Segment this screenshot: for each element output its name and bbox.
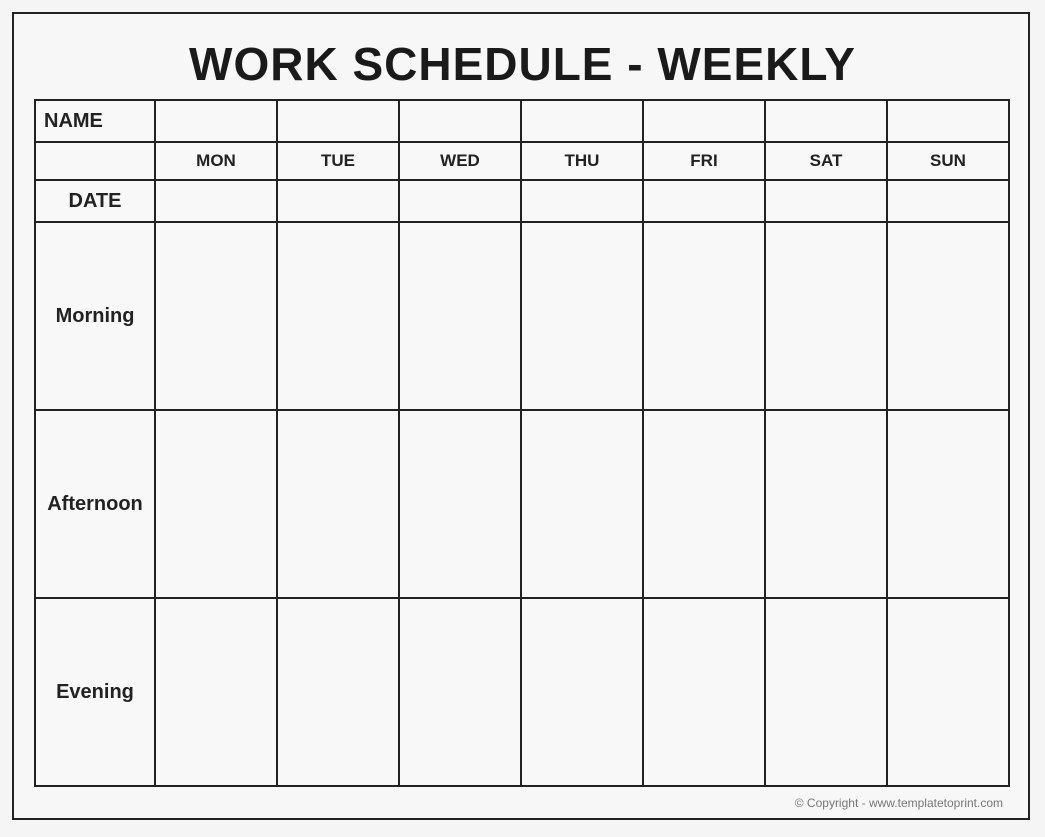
morning-cell-thu[interactable] (521, 222, 643, 410)
date-label: DATE (35, 180, 155, 222)
evening-row (35, 598, 1009, 786)
date-cell-tue[interactable] (277, 180, 399, 222)
evening-cell-thu[interactable] (521, 598, 643, 786)
copyright-notice: © Copyright - www.templatetoprint.com (794, 796, 1003, 810)
name-label: NAME (35, 100, 155, 142)
evening-cell-mon[interactable] (155, 598, 277, 786)
date-cell-wed[interactable] (399, 180, 521, 222)
morning-cell-sat[interactable] (765, 222, 887, 410)
page-title: WORK SCHEDULE - WEEKLY (189, 38, 856, 90)
date-cell-fri[interactable] (643, 180, 765, 222)
date-cell-sun[interactable] (887, 180, 1009, 222)
date-row (35, 180, 1009, 222)
name-cell-sun[interactable] (887, 100, 1009, 142)
afternoon-label: Afternoon (35, 410, 155, 598)
afternoon-row (35, 410, 1009, 598)
schedule-table (34, 99, 1010, 787)
day-header-thu: THU (521, 142, 643, 180)
afternoon-cell-thu[interactable] (521, 410, 643, 598)
afternoon-cell-tue[interactable] (277, 410, 399, 598)
morning-cell-fri[interactable] (643, 222, 765, 410)
morning-label: Morning (35, 222, 155, 410)
afternoon-cell-sat[interactable] (765, 410, 887, 598)
day-header-tue: TUE (277, 142, 399, 180)
name-row (35, 100, 1009, 142)
afternoon-cell-fri[interactable] (643, 410, 765, 598)
day-header-mon: MON (155, 142, 277, 180)
day-header-row (35, 142, 1009, 180)
day-header-sat: SAT (765, 142, 887, 180)
evening-label: Evening (35, 598, 155, 786)
name-cell-mon[interactable] (155, 100, 277, 142)
morning-cell-tue[interactable] (277, 222, 399, 410)
morning-cell-wed[interactable] (399, 222, 521, 410)
afternoon-cell-mon[interactable] (155, 410, 277, 598)
afternoon-cell-sun[interactable] (887, 410, 1009, 598)
date-cell-thu[interactable] (521, 180, 643, 222)
evening-cell-fri[interactable] (643, 598, 765, 786)
evening-cell-tue[interactable] (277, 598, 399, 786)
day-header-sun: SUN (887, 142, 1009, 180)
morning-cell-sun[interactable] (887, 222, 1009, 410)
evening-cell-wed[interactable] (399, 598, 521, 786)
evening-cell-sun[interactable] (887, 598, 1009, 786)
date-cell-sat[interactable] (765, 180, 887, 222)
name-cell-thu[interactable] (521, 100, 643, 142)
name-cell-sat[interactable] (765, 100, 887, 142)
day-header-blank (35, 142, 155, 180)
day-header-fri: FRI (643, 142, 765, 180)
evening-cell-sat[interactable] (765, 598, 887, 786)
morning-cell-mon[interactable] (155, 222, 277, 410)
name-cell-fri[interactable] (643, 100, 765, 142)
day-header-wed: WED (399, 142, 521, 180)
morning-row (35, 222, 1009, 410)
name-cell-tue[interactable] (277, 100, 399, 142)
afternoon-cell-wed[interactable] (399, 410, 521, 598)
date-cell-mon[interactable] (155, 180, 277, 222)
name-cell-wed[interactable] (399, 100, 521, 142)
